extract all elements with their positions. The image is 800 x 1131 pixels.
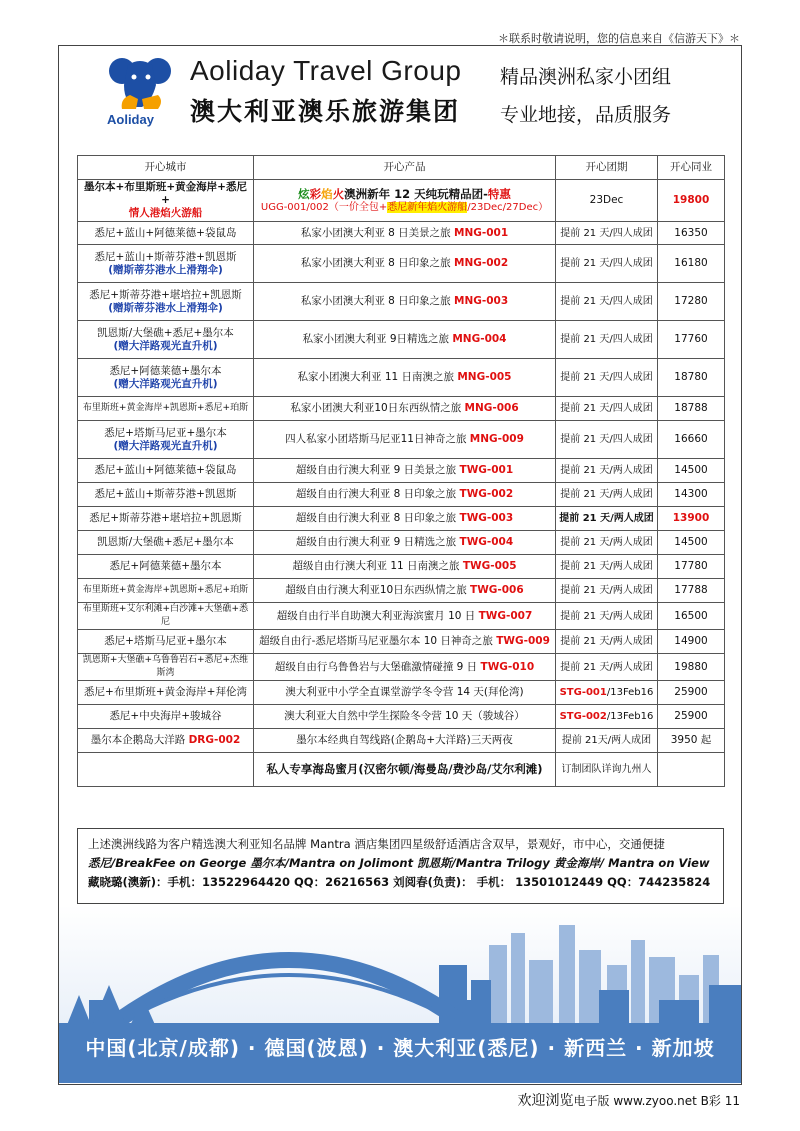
- city-code: DRG-002: [188, 734, 241, 746]
- city-text: 悉尼+蓝山+斯蒂芬港+凯恩斯: [94, 488, 237, 500]
- city-text: 悉尼+布里斯班+黄金海岸+拜伦湾: [84, 686, 247, 698]
- table-row: [78, 359, 725, 397]
- cell-price: 16350: [658, 222, 725, 245]
- date-text: 提前 21 天/四人成团: [560, 403, 653, 414]
- table-row: [78, 459, 725, 483]
- date-text: 提前 21 天/两人成团: [560, 610, 653, 622]
- product-name: 四人私家小团塔斯马尼亚11日神奇之旅: [285, 433, 470, 445]
- cell-city-empty: [78, 753, 254, 787]
- info-contacts: 藏晓璐(澳新)：手机：13522964420 QQ：26216563 刘阅春(负责)： 手机： 13501012449 QQ：744235824: [88, 875, 711, 889]
- product-code: MNG-009: [469, 433, 524, 445]
- custom-date: 订制团队详询九州人: [556, 753, 658, 787]
- cell-date: [556, 705, 658, 729]
- table-row: [78, 603, 725, 630]
- date-text: /13Feb16: [606, 687, 654, 698]
- slogan-line-2: 专业地接，品质服务: [500, 104, 672, 126]
- date-code: STG-001: [559, 687, 607, 698]
- table-row: [78, 531, 725, 555]
- info-hotels: 悉尼/BreakFee on George 墨尔本/Mantra on Jolimont 凯恩斯/Mantra Trilogy 黄金海岸/ Mantra on View: [88, 856, 710, 870]
- cell-product: [254, 222, 556, 245]
- product-name: 超级自由行澳大利亚 9 日精选之旅: [295, 536, 460, 548]
- footer-welcome: 欢迎浏览: [517, 1093, 574, 1109]
- custom-product: 私人专享海岛蜜月(汉密尔顿/海曼岛/费沙岛/艾尔利滩): [254, 753, 556, 787]
- table-row: [78, 654, 725, 681]
- table-row: [78, 555, 725, 579]
- cell-date: [556, 579, 658, 603]
- cell-city: [78, 283, 254, 321]
- cell-product: [254, 459, 556, 483]
- cell-product: [254, 531, 556, 555]
- city-note: (赠大洋路观光直升机): [113, 339, 218, 352]
- product-code: MNG-001: [454, 226, 509, 239]
- table-row: [78, 397, 725, 421]
- table-row: [78, 507, 725, 531]
- cell-city: [78, 681, 254, 705]
- product-code: TWG-003: [459, 512, 514, 524]
- cell-date: [556, 283, 658, 321]
- city-text: 悉尼+蓝山+斯蒂芬港+凯恩斯: [94, 250, 237, 263]
- cell-city: [78, 421, 254, 459]
- featured-price: 19800: [658, 180, 725, 222]
- city-note: (赠斯蒂芬港水上滑翔伞): [108, 263, 223, 276]
- cell-price-empty: [658, 753, 725, 787]
- table-row: [78, 321, 725, 359]
- featured-sub-3: /23Dec/27Dec）: [467, 201, 549, 213]
- cell-date: [556, 222, 658, 245]
- table-row: [78, 483, 725, 507]
- city-text: 悉尼+斯蒂芬港+堪培拉+凯恩斯: [89, 512, 242, 524]
- featured-product-tag: 特惠: [487, 186, 511, 201]
- product-code: MNG-004: [452, 333, 507, 345]
- city-text: 布里斯班+黄金海岸+凯恩斯+悉尼+珀斯: [82, 403, 249, 413]
- city-text: 悉尼+中央海岸+骏城谷: [109, 710, 222, 722]
- cell-city: [78, 397, 254, 421]
- cell-city: [78, 654, 254, 681]
- cell-date: [556, 507, 658, 531]
- product-code: TWG-010: [480, 660, 535, 673]
- cell-date: [556, 654, 658, 681]
- cell-city: [78, 222, 254, 245]
- date-text: 提前 21 天/四人成团: [560, 258, 653, 269]
- cell-product: [254, 359, 556, 397]
- city-text: 凯恩斯/大堡礁+悉尼+墨尔本: [97, 326, 234, 339]
- cell-price: 17780: [658, 555, 725, 579]
- city-text: 布里斯班+黄金海岸+凯恩斯+悉尼+珀斯: [82, 585, 249, 595]
- date-text: 提前 21 天/两人成团: [560, 585, 653, 596]
- cell-price: 14500: [658, 531, 725, 555]
- cell-product: [254, 705, 556, 729]
- cell-product: [254, 421, 556, 459]
- product-name: 超级自由行澳大利亚 8 日印象之旅: [295, 512, 460, 524]
- cell-date: [556, 531, 658, 555]
- cell-price: 16500: [658, 603, 725, 630]
- featured-char-2: 彩: [309, 186, 322, 201]
- cell-city: [78, 321, 254, 359]
- date-text: 提前 21 天/四人成团: [560, 296, 653, 307]
- date-text: /13Feb16: [606, 711, 654, 722]
- product-code: MNG-006: [464, 402, 519, 414]
- featured-sub-1: UGG-001/002（一价全包+: [260, 201, 388, 213]
- table-row: [78, 681, 725, 705]
- header-price: 开心同业: [658, 156, 725, 180]
- product-name: 超级自由行澳大利亚 8 日印象之旅: [295, 488, 460, 500]
- cell-date: [556, 729, 658, 753]
- featured-city: [78, 180, 254, 222]
- slogan-line-1: 精品澳洲私家小团组: [500, 66, 672, 88]
- product-code: TWG-005: [462, 560, 517, 572]
- cell-price: 3950 起: [658, 729, 725, 753]
- city-text: 悉尼+蓝山+阿德莱德+袋鼠岛: [94, 226, 237, 239]
- source-note: ＊联系时敬请说明，您的信息来自《信游天下》＊: [498, 32, 740, 45]
- product-code: MNG-005: [457, 371, 512, 383]
- city-note: (赠大洋路观光直升机): [113, 439, 218, 452]
- cell-price: 17280: [658, 283, 725, 321]
- featured-char-1: 炫: [298, 186, 310, 201]
- date-text: 提前 21 天/四人成团: [560, 372, 653, 383]
- city-text: 悉尼+塔斯马尼亚+墨尔本: [104, 426, 227, 439]
- city-text: 凯恩斯+大堡礁+乌鲁鲁岩石+悉尼+杰维斯湾: [82, 655, 249, 678]
- date-text: 提前 21 天/四人成团: [560, 227, 653, 239]
- cell-date: [556, 555, 658, 579]
- cell-city: [78, 579, 254, 603]
- hotel-info-box: [77, 828, 724, 904]
- cell-date: [556, 459, 658, 483]
- date-text: 提前 21 天/两人成团: [560, 465, 653, 476]
- cell-price: 14500: [658, 459, 725, 483]
- date-text: 提前 21 天/两人成团: [560, 661, 653, 673]
- cell-product: [254, 603, 556, 630]
- cell-city: [78, 705, 254, 729]
- cell-price: 16660: [658, 421, 725, 459]
- product-name: 私家小团澳大利亚 9日精选之旅: [302, 333, 453, 345]
- table-row: [78, 630, 725, 654]
- product-code: TWG-009: [496, 635, 550, 647]
- featured-city-text: 墨尔本+布里斯班+黄金海岸+悉尼+: [84, 181, 247, 206]
- logo-text: Aoliday: [107, 112, 154, 127]
- cell-city: [78, 245, 254, 283]
- table-row: [78, 245, 725, 283]
- date-text: 提前 21 天/两人成团: [560, 537, 653, 548]
- cell-date: [556, 421, 658, 459]
- featured-product-main: 澳洲新年 12 天纯玩精品团-: [344, 186, 488, 201]
- cell-product: [254, 729, 556, 753]
- cell-price: 18780: [658, 359, 725, 397]
- cell-price: 14900: [658, 630, 725, 654]
- cell-date: [556, 245, 658, 283]
- cell-product: [254, 555, 556, 579]
- date-code: STG-002: [559, 711, 607, 722]
- cell-date: [556, 321, 658, 359]
- product-code: TWG-002: [459, 488, 514, 500]
- featured-city-red: 情人港焰火游船: [128, 207, 203, 219]
- featured-date: 23Dec: [556, 180, 658, 222]
- cell-city: [78, 555, 254, 579]
- date-text: 提前 21 天/两人成团: [560, 561, 653, 572]
- table-row: [78, 579, 725, 603]
- date-text: 提前 21 天/四人成团: [560, 434, 653, 445]
- cell-product: [254, 283, 556, 321]
- cell-city: [78, 507, 254, 531]
- product-code: TWG-007: [478, 609, 533, 622]
- table-row-custom: [78, 753, 725, 787]
- product-name: 私家小团澳大利亚 8 日印象之旅: [300, 257, 455, 269]
- cell-price: 17760: [658, 321, 725, 359]
- date-text: 提前 21天/两人成团: [561, 735, 652, 746]
- cell-date: [556, 603, 658, 630]
- cell-product: [254, 507, 556, 531]
- table-row: [78, 421, 725, 459]
- footer: [518, 1090, 741, 1110]
- cell-price: 17788: [658, 579, 725, 603]
- cell-date: [556, 359, 658, 397]
- cell-city: [78, 531, 254, 555]
- cell-price: 25900: [658, 705, 725, 729]
- cell-date: [556, 681, 658, 705]
- product-code: TWG-006: [470, 584, 524, 596]
- product-name: 私家小团澳大利亚 8 日美景之旅: [300, 226, 455, 239]
- table-row: [78, 222, 725, 245]
- header-date: 开心团期: [556, 156, 658, 180]
- city-note: (赠斯蒂芬港水上滑翔伞): [108, 301, 223, 314]
- cell-city: [78, 603, 254, 630]
- featured-sub-2: 悉尼新年焰火游船: [387, 201, 468, 213]
- header-product: 开心产品: [254, 156, 556, 180]
- cell-price: 19880: [658, 654, 725, 681]
- product-name: 澳大利亚大自然中学生探险冬令营 10 天（骏域谷）: [284, 710, 525, 722]
- cell-date: [556, 483, 658, 507]
- date-text: 提前 21 天/四人成团: [560, 334, 653, 345]
- product-name: 私家小团澳大利亚 11 日南澳之旅: [297, 371, 458, 383]
- cell-price: 16180: [658, 245, 725, 283]
- featured-product: [254, 180, 556, 222]
- cell-product: [254, 321, 556, 359]
- product-name: 私家小团澳大利亚10日东西纵情之旅: [290, 402, 465, 414]
- product-name: 澳大利亚中小学全直课堂游学冬令营 14 天(拜伦湾): [285, 686, 524, 698]
- cell-price: 18788: [658, 397, 725, 421]
- product-code: MNG-003: [454, 295, 509, 307]
- info-line-1: 上述澳洲线路为客户精选澳大利亚知名品牌 Mantra 酒店集团四星级舒适酒店含双早，景观好，市中心，交通便捷: [88, 837, 665, 851]
- cell-product: [254, 630, 556, 654]
- cell-date: [556, 397, 658, 421]
- date-text: 提前 21 天/两人成团: [560, 489, 653, 500]
- city-text: 墨尔本企鹅岛大洋路: [90, 734, 189, 746]
- date-text: 提前 21 天/两人成团: [560, 636, 653, 647]
- city-text: 悉尼+斯蒂芬港+堪培拉+凯恩斯: [89, 288, 242, 301]
- product-name: 超级自由行澳大利亚 9 日美景之旅: [295, 464, 460, 476]
- cell-date: [556, 630, 658, 654]
- cell-city: [78, 459, 254, 483]
- cell-city: [78, 630, 254, 654]
- product-name: 墨尔本经典自驾线路(企鹅岛+大洋路)三天两夜: [296, 734, 513, 746]
- cell-city: [78, 359, 254, 397]
- countries-banner: 中国(北京/成都) · 德国(波恩) · 澳大利亚(悉尼) · 新西兰 · 新加坡: [85, 1036, 715, 1060]
- product-code: TWG-001: [459, 464, 514, 476]
- city-text: 悉尼+塔斯马尼亚+墨尔本: [104, 635, 227, 647]
- footer-site: www.zyoo.net B彩 11: [609, 1094, 740, 1108]
- brand-name-english: Aoliday Travel Group: [190, 55, 462, 86]
- cell-price: 14300: [658, 483, 725, 507]
- brand-name-chinese: 澳大利亚澳乐旅游集团: [190, 97, 461, 126]
- product-name: 超级自由行乌鲁鲁岩与大堡礁激情碰撞 9 日: [274, 660, 481, 673]
- featured-char-4: 火: [332, 186, 345, 201]
- city-text: 布里斯班+艾尔利滩+白沙滩+大堡礁+悉尼: [82, 604, 249, 627]
- city-text: 凯恩斯/大堡礁+悉尼+墨尔本: [97, 536, 234, 548]
- cell-product: [254, 681, 556, 705]
- product-table: [77, 155, 725, 787]
- product-name: 超级自由行-悉尼塔斯马尼亚墨尔本 10 日神奇之旅: [259, 635, 497, 647]
- featured-char-3: 焰: [321, 186, 333, 201]
- table-row: [78, 729, 725, 753]
- table-header-row: [78, 156, 725, 180]
- product-name: 超级自由行澳大利亚 11 日南澳之旅: [292, 560, 463, 572]
- cell-price: 25900: [658, 681, 725, 705]
- cell-city: [78, 483, 254, 507]
- product-name: 超级自由行澳大利亚10日东西纵情之旅: [285, 584, 471, 596]
- cell-product: [254, 579, 556, 603]
- header-city: 开心城市: [78, 156, 254, 180]
- table-row: [78, 283, 725, 321]
- cell-product: [254, 245, 556, 283]
- city-note: (赠大洋路观光直升机): [113, 377, 218, 390]
- city-text: 悉尼+蓝山+阿德莱德+袋鼠岛: [94, 464, 237, 476]
- cell-city: [78, 729, 254, 753]
- cell-product: [254, 483, 556, 507]
- footer-edition: 电子版: [573, 1094, 610, 1108]
- product-code: TWG-004: [459, 536, 514, 548]
- product-name: 超级自由行半自助澳大利亚海滨蜜月 10 日: [276, 609, 479, 622]
- cell-price: 13900: [658, 507, 725, 531]
- city-text: 悉尼+阿德莱德+墨尔本: [109, 364, 222, 377]
- table-row: [78, 705, 725, 729]
- cell-product: [254, 654, 556, 681]
- cell-product: [254, 397, 556, 421]
- table-row-featured: [78, 180, 725, 222]
- product-code: MNG-002: [454, 257, 509, 269]
- date-text: 提前 21 天/两人成团: [559, 513, 654, 524]
- product-name: 私家小团澳大利亚 8 日印象之旅: [300, 295, 455, 307]
- city-text: 悉尼+阿德莱德+墨尔本: [109, 560, 222, 572]
